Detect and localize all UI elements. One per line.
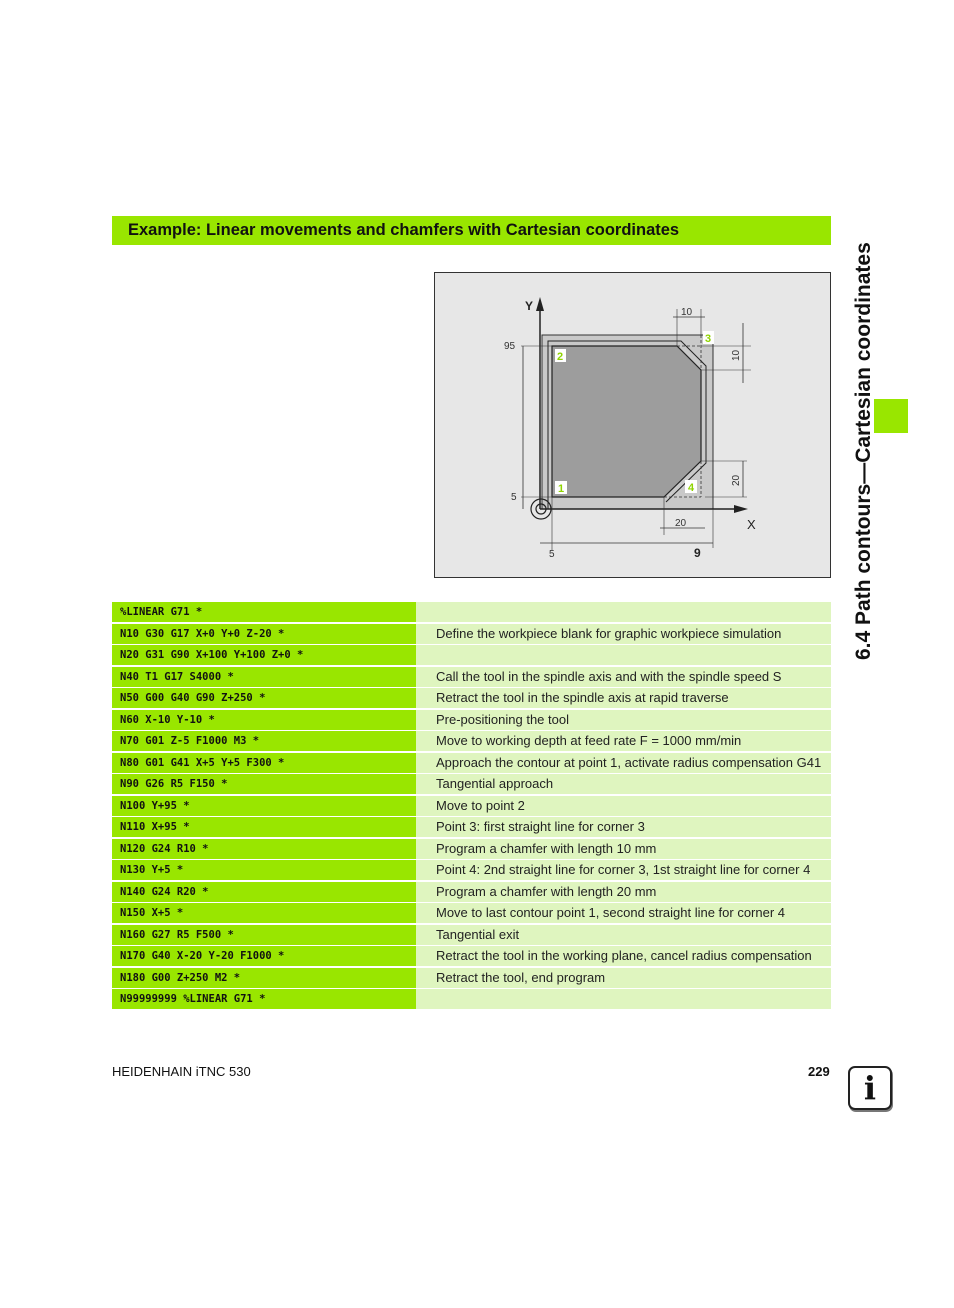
table-row bbox=[112, 946, 831, 968]
contour-shape bbox=[552, 346, 701, 497]
nc-desc-cell: Point 3: first straight line for corner 3 bbox=[416, 817, 831, 837]
axis-y-label: Y bbox=[525, 299, 534, 313]
table-row bbox=[112, 839, 831, 861]
nc-desc-cell bbox=[416, 602, 831, 622]
info-icon: i bbox=[848, 1066, 892, 1110]
nc-desc-cell: Retract the tool in the spindle axis at rapid traverse bbox=[416, 688, 831, 708]
contour-diagram-svg bbox=[435, 273, 832, 579]
dim-right-bottom-label: 20 bbox=[731, 474, 742, 486]
table-row bbox=[112, 989, 831, 1011]
section-heading bbox=[112, 216, 831, 245]
table-row bbox=[112, 667, 831, 689]
point-3-label: 3 bbox=[705, 333, 712, 345]
section-heading-text: Example: Linear movements and chamfers with Cartesian coordinates bbox=[128, 221, 680, 239]
table-row bbox=[112, 774, 831, 796]
table-row bbox=[112, 860, 831, 882]
nc-code-cell: N110 X+95 * bbox=[112, 817, 416, 837]
label-95: 95 bbox=[504, 341, 516, 352]
nc-code-cell: N150 X+5 * bbox=[112, 903, 416, 923]
table-row bbox=[112, 968, 831, 990]
point-2-label: 2 bbox=[557, 351, 564, 363]
table-row bbox=[112, 602, 831, 624]
nc-code-cell: N120 G24 R10 * bbox=[112, 839, 416, 859]
nc-code-cell: N170 G40 X-20 Y-20 F1000 * bbox=[112, 946, 416, 966]
nc-desc-cell: Retract the tool, end program bbox=[416, 968, 831, 988]
dim-bottom-right-label: 20 bbox=[675, 518, 687, 529]
chapter-side-title: 6.4 Path contours—Cartesian coordinates bbox=[852, 242, 875, 660]
table-row bbox=[112, 710, 831, 732]
dim-right-top-label: 10 bbox=[731, 349, 742, 361]
nc-code-cell: N130 Y+5 * bbox=[112, 860, 416, 880]
nc-code-cell: N100 Y+95 * bbox=[112, 796, 416, 816]
nc-code-cell: N40 T1 G17 S4000 * bbox=[112, 667, 416, 687]
nc-code-cell: N20 G31 G90 X+100 Y+100 Z+0 * bbox=[112, 645, 416, 665]
nc-desc-cell: Define the workpiece blank for graphic workpiece simulation bbox=[416, 624, 831, 644]
nc-desc-cell: Point 4: 2nd straight line for corner 3, 1st straight line for corner 4 bbox=[416, 860, 831, 880]
label-9: 9 bbox=[694, 546, 701, 560]
nc-code-cell: N99999999 %LINEAR G71 * bbox=[112, 989, 416, 1009]
nc-desc-cell bbox=[416, 645, 831, 665]
nc-desc-cell: Retract the tool in the working plane, cancel radius compensation bbox=[416, 946, 831, 966]
nc-desc-cell: Program a chamfer with length 10 mm bbox=[416, 839, 831, 859]
footer-manual-name: HEIDENHAIN iTNC 530 bbox=[112, 1064, 251, 1079]
nc-code-cell: N90 G26 R5 F150 * bbox=[112, 774, 416, 794]
dim-top-label: 10 bbox=[681, 307, 693, 318]
nc-code-cell: N60 X-10 Y-10 * bbox=[112, 710, 416, 730]
nc-code-cell: N50 G00 G40 G90 Z+250 * bbox=[112, 688, 416, 708]
y-axis-arrow-icon bbox=[536, 297, 544, 311]
contour-diagram bbox=[434, 272, 831, 578]
nc-program-table bbox=[112, 602, 831, 1011]
nc-desc-cell: Move to working depth at feed rate F = 1000 mm/min bbox=[416, 731, 831, 751]
table-row bbox=[112, 688, 831, 710]
nc-desc-cell: Call the tool in the spindle axis and with the spindle speed S bbox=[416, 667, 831, 687]
nc-code-cell: N140 G24 R20 * bbox=[112, 882, 416, 902]
nc-code-cell: N180 G00 Z+250 M2 * bbox=[112, 968, 416, 988]
nc-desc-cell: Move to last contour point 1, second straight line for corner 4 bbox=[416, 903, 831, 923]
label-5-left: 5 bbox=[511, 492, 517, 503]
footer-page-number: 229 bbox=[808, 1064, 830, 1079]
nc-code-cell: N70 G01 Z-5 F1000 M3 * bbox=[112, 731, 416, 751]
axis-x-label: X bbox=[747, 517, 756, 532]
nc-desc-cell: Pre-positioning the tool bbox=[416, 710, 831, 730]
point-1-label: 1 bbox=[558, 483, 565, 495]
nc-code-cell: N10 G30 G17 X+0 Y+0 Z-20 * bbox=[112, 624, 416, 644]
nc-desc-cell bbox=[416, 989, 831, 1009]
nc-desc-cell: Move to point 2 bbox=[416, 796, 831, 816]
nc-code-cell: %LINEAR G71 * bbox=[112, 602, 416, 622]
table-row bbox=[112, 753, 831, 775]
table-row bbox=[112, 645, 831, 667]
nc-desc-cell: Tangential exit bbox=[416, 925, 831, 945]
nc-desc-cell: Approach the contour at point 1, activate radius compensation G41 bbox=[416, 753, 831, 773]
table-row bbox=[112, 731, 831, 753]
nc-desc-cell: Program a chamfer with length 20 mm bbox=[416, 882, 831, 902]
nc-code-cell: N160 G27 R5 F500 * bbox=[112, 925, 416, 945]
table-row bbox=[112, 903, 831, 925]
point-4-label: 4 bbox=[688, 482, 695, 494]
table-row bbox=[112, 925, 831, 947]
table-row bbox=[112, 624, 831, 646]
chapter-tab-marker bbox=[874, 399, 908, 433]
x-axis-arrow-icon bbox=[734, 505, 748, 513]
table-row bbox=[112, 882, 831, 904]
nc-desc-cell: Tangential approach bbox=[416, 774, 831, 794]
label-5-bottom: 5 bbox=[549, 549, 555, 560]
table-row bbox=[112, 796, 831, 818]
nc-code-cell: N80 G01 G41 X+5 Y+5 F300 * bbox=[112, 753, 416, 773]
table-row bbox=[112, 817, 831, 839]
